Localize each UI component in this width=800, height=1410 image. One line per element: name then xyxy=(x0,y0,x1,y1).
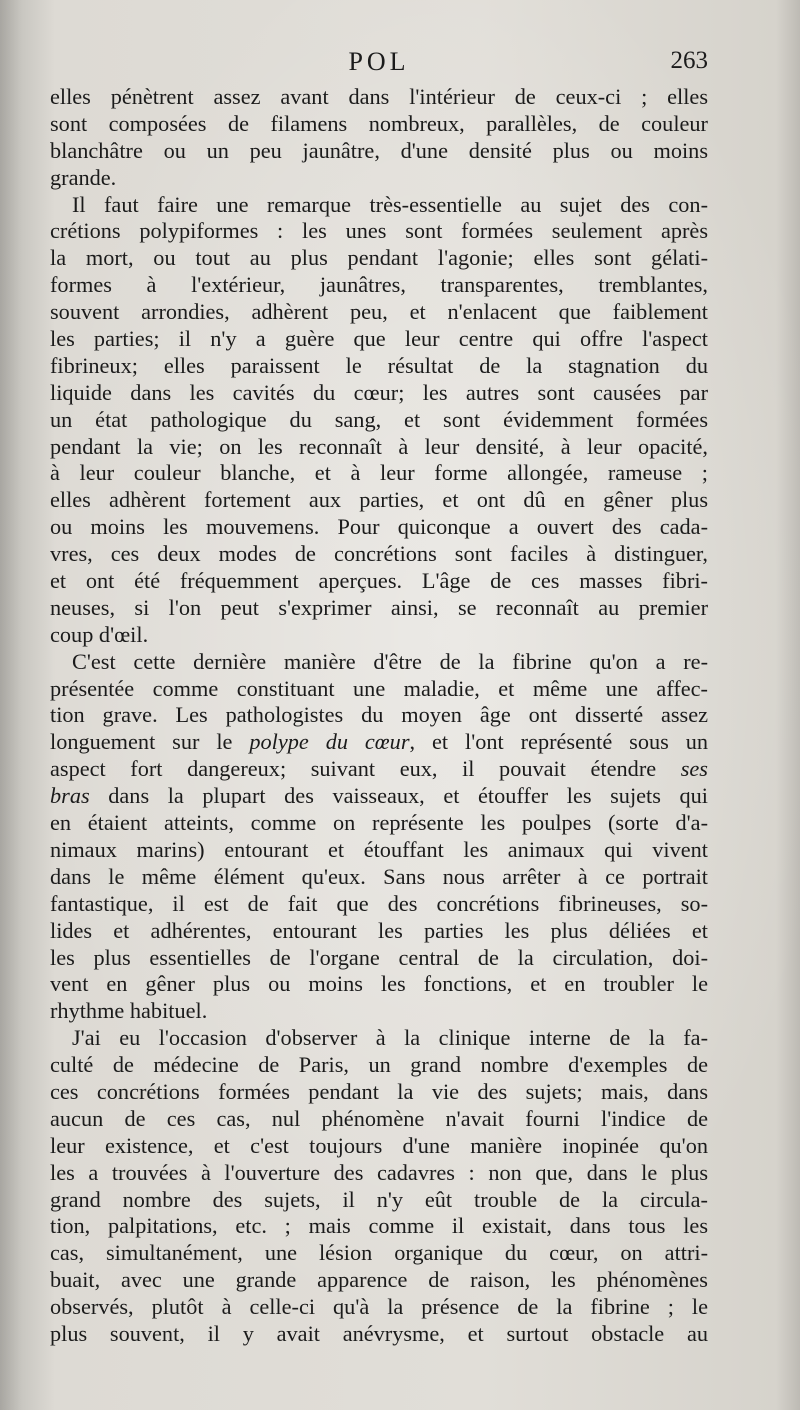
text-line: plus souvent, il y avait anévrysme, et surtout obstacle au xyxy=(50,1320,708,1346)
text-line: rhythme habituel. xyxy=(50,998,208,1024)
body-text xyxy=(50,84,708,1348)
text-line: neuses, si l'on peut s'exprimer ainsi, se reconnaît au premier xyxy=(50,594,708,620)
text-line: ces concrétions formées pendant la vie des sujets; mais, dans xyxy=(50,1078,708,1104)
text-line: sont composées de filamens nombreux, parallèles, de couleur xyxy=(50,110,708,136)
text-line: crétions polypiformes : les unes sont formées seulement après xyxy=(50,218,708,244)
text-line: à leur couleur blanche, et à leur forme allongée, rameuse ; xyxy=(50,460,708,486)
text-line: blanchâtre ou un peu jaunâtre, d'une densité plus ou moins xyxy=(50,137,708,163)
text-line: pendant la vie; on les reconnaît à leur densité, à leur opacité, xyxy=(50,433,708,459)
text-segment: dans la plupart des vaisseaux, et étouffer les sujets qui xyxy=(89,783,708,809)
text-line: elles pénètrent assez avant dans l'intérieur de ceux-ci ; elles xyxy=(50,84,708,109)
text-segment: longuement sur le xyxy=(50,729,250,755)
text-line: dans le même élément qu'eux. Sans nous arrêter à ce portrait xyxy=(50,863,708,889)
text-line: souvent arrondies, adhèrent peu, et n'enlacent que faiblement xyxy=(50,299,708,325)
text-line: observés, plutôt à celle-ci qu'à la présence de la fibrine ; le xyxy=(50,1294,708,1320)
text-line: cas, simultanément, une lésion organique du cœur, on attri- xyxy=(50,1240,708,1266)
text-segment: , et l'ont représenté sous un xyxy=(409,729,708,755)
text-line: leur existence, et c'est toujours d'une manière inopinée qu'on xyxy=(50,1132,708,1158)
text-line: J'ai eu l'occasion d'observer à la clinique interne de la fa- xyxy=(72,1025,708,1051)
text-line: C'est cette dernière manière d'être de la fibrine qu'on a re- xyxy=(72,648,708,674)
text-line: tion, palpitations, etc. ; mais comme il existait, dans tous les xyxy=(50,1213,708,1239)
text-line: aucun de ces cas, nul phénomène n'avait fourni l'indice de xyxy=(50,1105,708,1131)
text-line: les a trouvées à l'ouverture des cadavres : non que, dans le plus xyxy=(50,1159,708,1185)
italic-phrase: bras xyxy=(50,783,90,809)
text-line: un état pathologique du sang, et sont évidemment formées xyxy=(50,406,708,432)
text-line xyxy=(50,783,708,810)
text-line: ou moins les mouvemens. Pour quiconque a ouvert des cada- xyxy=(50,514,708,540)
text-line: coup d'œil. xyxy=(50,621,149,647)
text-line: les parties; il n'y a guère que leur centre qui offre l'aspect xyxy=(50,326,708,352)
running-head: POL xyxy=(348,47,410,76)
text-line: elles adhèrent fortement aux parties, et ont dû en gêner plus xyxy=(50,487,708,513)
text-line: vres, ces deux modes de concrétions sont faciles à distinguer, xyxy=(50,541,708,567)
italic-phrase: ses xyxy=(680,756,708,782)
text-line: liquide dans les cavités du cœur; les autres sont causées par xyxy=(50,379,708,405)
text-line: culté de médecine de Paris, un grand nombre d'exemples de xyxy=(50,1052,708,1078)
text-line: fantastique, il est de fait que des concrétions fibrineuses, so- xyxy=(50,890,708,916)
text-line: et ont été fréquemment aperçues. L'âge de ces masses fibri- xyxy=(50,568,708,594)
text-segment: aspect fort dangereux; suivant eux, il pouvait étendre xyxy=(50,756,681,782)
italic-phrase: polype du cœur xyxy=(249,729,410,755)
text-line: buait, avec une grande apparence de raison, les phénomènes xyxy=(50,1267,708,1293)
text-line: vent en gêner plus ou moins les fonctions, et en troubler le xyxy=(50,971,708,997)
text-line: Il faut faire une remarque très-essentielle au sujet des con- xyxy=(72,191,708,217)
text-line: grand nombre des sujets, il n'y eût trouble de la circula- xyxy=(50,1186,708,1212)
text-line: en étaient atteints, comme on représente les poulpes (sorte d'a- xyxy=(50,810,708,836)
page-header xyxy=(50,47,708,83)
text-line: présentée comme constituant une maladie, et même une affec- xyxy=(50,675,708,701)
text-line: lides et adhérentes, entourant les parties les plus déliées et xyxy=(50,917,708,943)
page-number: 263 xyxy=(670,47,708,74)
text-line xyxy=(50,729,708,756)
text-line: les plus essentielles de l'organe central de la circulation, doi- xyxy=(50,944,708,970)
text-line: la mort, ou tout au plus pendant l'agonie; elles sont gélati- xyxy=(50,245,708,271)
text-line: fibrineux; elles paraissent le résultat de la stagnation du xyxy=(50,352,708,378)
text-line xyxy=(50,756,708,783)
text-line: formes à l'extérieur, jaunâtres, transparentes, tremblantes, xyxy=(50,272,708,298)
text-line: tion grave. Les pathologistes du moyen âge ont disserté assez xyxy=(50,702,708,728)
text-line: grande. xyxy=(50,164,117,190)
text-line: nimaux marins) entourant et étouffant les animaux qui vivent xyxy=(50,836,708,862)
